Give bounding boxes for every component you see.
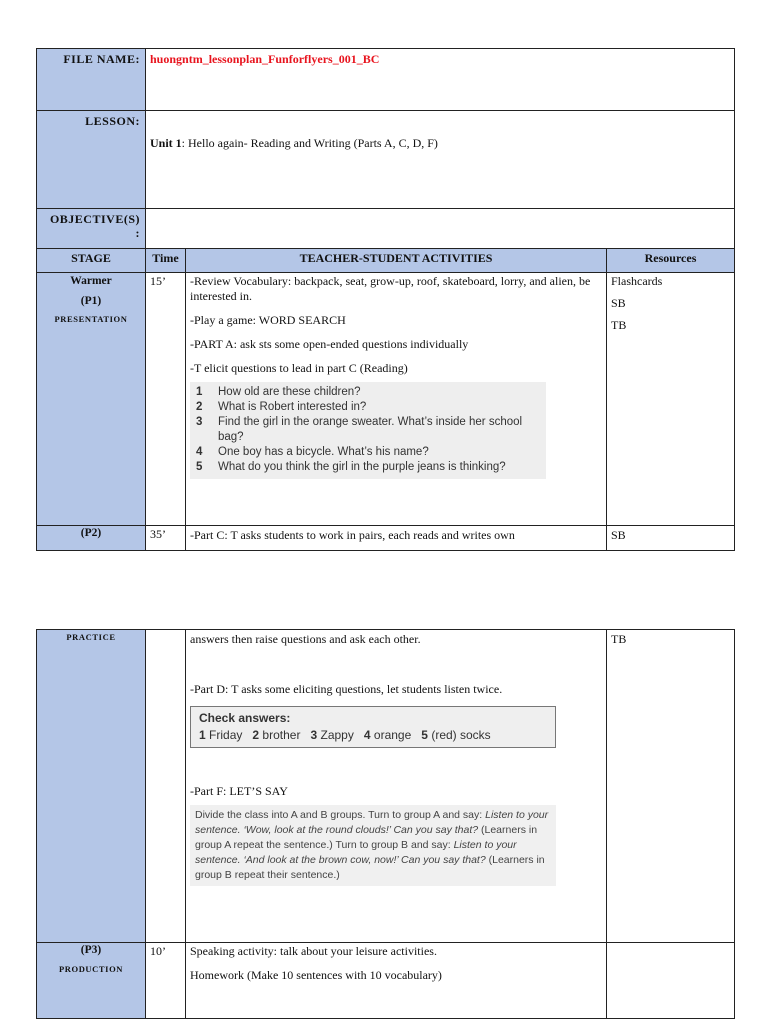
- stage-practice: [37, 630, 146, 943]
- question-text: One boy has a bicycle. What’s his name?: [218, 446, 429, 458]
- resource-tb: TB: [611, 318, 627, 332]
- answer-number: 3: [310, 728, 318, 742]
- question-item: [196, 385, 540, 400]
- answer-text: Friday: [209, 728, 243, 742]
- file-name-label: FILE NAME:: [37, 49, 146, 111]
- question-number: 3: [196, 416, 203, 428]
- activity-homework: Homework (Make 10 sentences with 10 vocabulary): [190, 968, 442, 982]
- objective-label: [37, 209, 146, 249]
- activity-game: -Play a game: WORD SEARCH: [190, 313, 346, 327]
- lesson-plan-table-page-2: [36, 629, 735, 1019]
- answer-text: brother: [262, 728, 301, 742]
- activity-part-c: -Part C: T asks students to work in pairs, each reads and writes own: [186, 526, 607, 551]
- lets-say-italic: Listen to your sentence. ‘Wow, look at the round clouds!’ Can you say that?: [195, 809, 549, 836]
- col-resources-header: Resources: [607, 249, 735, 273]
- question-item: [196, 415, 540, 445]
- check-answers-title: Check answers:: [199, 711, 291, 725]
- check-answers-list: [199, 727, 549, 744]
- stage-p1: [37, 273, 146, 526]
- question-number: 1: [196, 386, 203, 398]
- activity-part-f: -Part F: LET’S SAY: [190, 784, 288, 798]
- activity-elicit: -T elicit questions to lead in part C (Reading): [190, 361, 408, 375]
- question-item: [196, 460, 540, 475]
- stage-practice-label: PRACTICE: [66, 632, 116, 642]
- question-item: [196, 400, 540, 415]
- activity-speaking: Speaking activity: talk about your leisure activities.: [190, 944, 437, 958]
- table-row-p3: [37, 943, 735, 1019]
- question-text: How old are these children?: [218, 386, 361, 398]
- activities-p3: [186, 943, 607, 1019]
- stage-p3: [37, 943, 146, 1019]
- lets-say-text: (Learners in group B repeat their sentence.): [195, 854, 545, 881]
- lesson-value: [146, 111, 735, 209]
- stage-p1-label: (P1): [80, 295, 102, 307]
- resource-sb: SB: [611, 296, 626, 310]
- objective-value: [146, 209, 735, 249]
- lets-say-box: [190, 805, 556, 886]
- activity-part-c-continued: answers then raise questions and ask each other.: [190, 632, 421, 646]
- time-p2-continued: [146, 630, 186, 943]
- time-p1: 15’: [146, 273, 186, 526]
- answer-text: (red) socks: [431, 728, 491, 742]
- answer-number: 5: [421, 728, 428, 742]
- resources-p3: [607, 943, 735, 1019]
- answer-text: orange: [373, 728, 412, 742]
- stage-p3-label: (P3): [80, 944, 102, 956]
- answer-number: 2: [252, 728, 260, 742]
- file-name-value: huongntm_lessonplan_Funforflyers_001_BC: [146, 49, 735, 111]
- time-p3: 10’: [146, 943, 186, 1019]
- answer-text: Zappy: [320, 728, 354, 742]
- activity-review: -Review Vocabulary: backpack, seat, grow-up, roof, skateboard, lorry, and alien, be interested in.: [190, 274, 591, 303]
- objective-label-colon: :: [135, 226, 140, 240]
- lesson-plan-table-page-1: [36, 48, 735, 551]
- lets-say-italic: Listen to your sentence. ‘And look at the brown cow, now!’ Can you say that?: [195, 839, 517, 866]
- activities-p1: [186, 273, 607, 526]
- col-stage-header: STAGE: [37, 249, 146, 273]
- activity-part-d: -Part D: T asks some eliciting questions, let students listen twice.: [190, 682, 503, 696]
- lesson-label: LESSON:: [37, 111, 146, 209]
- objective-label-text: OBJECTIVE(S): [49, 212, 140, 226]
- activities-p2: [186, 630, 607, 943]
- answer-number: 1: [199, 728, 206, 742]
- question-number: 2: [196, 401, 203, 413]
- answer-number: 4: [363, 728, 371, 742]
- col-time-header: Time: [146, 249, 186, 273]
- question-text: What do you think the girl in the purple jeans is thinking?: [218, 461, 506, 473]
- stage-p2: (P2): [37, 526, 146, 551]
- activity-part-a: -PART A: ask sts some open-ended questions individually: [190, 337, 469, 351]
- resources-p2: SB: [607, 526, 735, 551]
- questions-box: [190, 382, 546, 479]
- lesson-unit: Unit 1: [150, 136, 182, 150]
- question-text: Find the girl in the orange sweater. What’s inside her school bag?: [218, 416, 523, 443]
- lesson-text: : Hello again- Reading and Writing (Parts A, C, D, F): [181, 136, 438, 150]
- time-p2: 35’: [146, 526, 186, 551]
- question-number: 4: [196, 446, 203, 458]
- stage-presentation: PRESENTATION: [54, 314, 128, 324]
- question-item: [196, 445, 540, 460]
- resources-p2-continued: TB: [607, 630, 735, 943]
- table-row-p2-continued: [37, 630, 735, 943]
- question-text: What is Robert interested in?: [218, 401, 367, 413]
- stage-warmer: Warmer: [70, 275, 112, 287]
- lets-say-text: Divide the class into A and B groups. Turn to group A and say:: [195, 809, 486, 821]
- question-number: 5: [196, 461, 203, 473]
- col-activities-header: TEACHER-STUDENT ACTIVITIES: [186, 249, 607, 273]
- stage-production: PRODUCTION: [58, 964, 124, 974]
- resource-flashcards: Flashcards: [611, 274, 663, 288]
- table-row-p1: [37, 273, 735, 526]
- check-answers-box: [190, 706, 556, 748]
- lets-say-text: (Learners in group A repeat the sentence.) Turn to group B and say:: [195, 824, 538, 851]
- resources-p1: [607, 273, 735, 526]
- table-row-p2: [37, 526, 735, 551]
